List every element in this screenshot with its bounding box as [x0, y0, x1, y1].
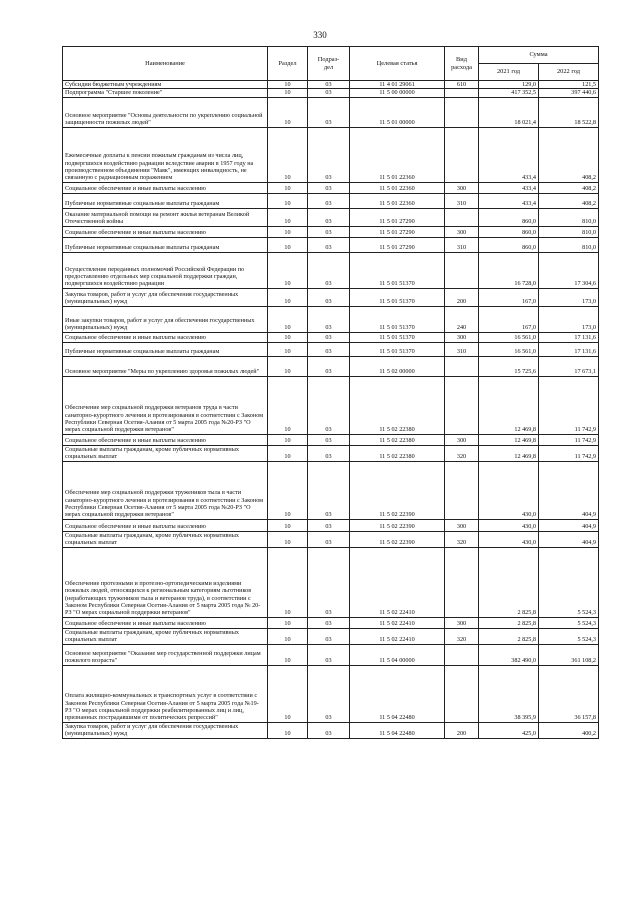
row-section: 10: [268, 89, 308, 97]
row-sum-2022: 400,2: [539, 722, 599, 738]
row-section: 10: [268, 288, 308, 306]
row-name: Ежемесячные доплаты к пенсии пожилым гражданам из числа лиц, подвергшихся воздействию радиации вследствие аварии в 1957 году на производственном объединении "Маяк", имеющих инвалидность, не связанную с радиационным поражением: [63, 127, 268, 182]
header-sum: Сумма: [479, 47, 599, 64]
row-target: 11 5 02 22410: [350, 617, 445, 628]
table-row: [63, 182, 599, 193]
header-name: Наименование: [63, 47, 268, 81]
row-kind: 320: [445, 445, 479, 461]
row-target: 11 5 02 22390: [350, 531, 445, 547]
row-sum-2022: 5 524,3: [539, 617, 599, 628]
row-subsection: 03: [308, 288, 350, 306]
row-subsection: 03: [308, 306, 350, 332]
row-section: 10: [268, 376, 308, 434]
row-sum-2021: 16 561,0: [479, 342, 539, 356]
row-target: 11 5 02 00000: [350, 356, 445, 376]
table-row: [63, 617, 599, 628]
row-section: 10: [268, 193, 308, 208]
row-name: Социальные выплаты гражданам, кроме публичных нормативных социальных выплат: [63, 445, 268, 461]
row-subsection: 03: [308, 519, 350, 531]
row-sum-2022: 36 157,8: [539, 665, 599, 722]
row-subsection: 03: [308, 332, 350, 342]
row-section: 10: [268, 342, 308, 356]
row-sum-2022: 404,9: [539, 519, 599, 531]
row-sum-2021: 417 352,5: [479, 89, 539, 97]
row-target: 11 5 04 00000: [350, 644, 445, 665]
row-subsection: 03: [308, 617, 350, 628]
row-section: 10: [268, 644, 308, 665]
row-subsection: 03: [308, 434, 350, 445]
row-target: 11 5 04 22480: [350, 722, 445, 738]
row-kind: [445, 665, 479, 722]
row-sum-2022: 17 673,1: [539, 356, 599, 376]
row-target: 11 5 02 22380: [350, 376, 445, 434]
row-name: Обеспечение мер социальной поддержки тружеников тыла в части санаторно-курортного лечения и протезирования в соответствии с Законом Республики Северная Осетия-Алания от 5 марта 2005 года №20-РЗ "О мерах социальной поддержки ветеранов": [63, 461, 268, 519]
row-sum-2021: 425,0: [479, 722, 539, 738]
table-row: [63, 252, 599, 288]
row-sum-2022: 5 524,3: [539, 547, 599, 617]
row-target: 11 5 01 51370: [350, 342, 445, 356]
row-sum-2022: 11 742,9: [539, 445, 599, 461]
row-sum-2022: 397 440,6: [539, 89, 599, 97]
table-row: [63, 97, 599, 127]
row-sum-2021: 382 490,0: [479, 644, 539, 665]
row-kind: [445, 356, 479, 376]
row-sum-2022: 361 108,2: [539, 644, 599, 665]
row-target: 11 5 01 27290: [350, 226, 445, 237]
row-kind: [445, 252, 479, 288]
row-sum-2021: 18 021,4: [479, 97, 539, 127]
row-subsection: 03: [308, 644, 350, 665]
row-sum-2022: 408,2: [539, 193, 599, 208]
row-sum-2021: 433,4: [479, 127, 539, 182]
row-target: 11 5 00 00000: [350, 89, 445, 97]
table-row: [63, 628, 599, 644]
row-section: 10: [268, 127, 308, 182]
row-kind: [445, 89, 479, 97]
row-kind: 310: [445, 342, 479, 356]
row-kind: [445, 461, 479, 519]
row-target: 11 4 01 29061: [350, 81, 445, 89]
page-number: 330: [313, 30, 327, 40]
table-row: [63, 519, 599, 531]
row-subsection: 03: [308, 97, 350, 127]
row-subsection: 03: [308, 81, 350, 89]
row-sum-2022: 408,2: [539, 182, 599, 193]
header-target: Целевая статья: [350, 47, 445, 81]
row-sum-2021: 430,0: [479, 461, 539, 519]
row-sum-2021: 129,0: [479, 81, 539, 89]
table-row: [63, 89, 599, 97]
table-row: [63, 461, 599, 519]
row-section: 10: [268, 97, 308, 127]
row-sum-2022: 17 304,6: [539, 252, 599, 288]
table-row: [63, 81, 599, 89]
row-target: 11 5 02 22410: [350, 547, 445, 617]
row-target: 11 5 01 22360: [350, 127, 445, 182]
row-subsection: 03: [308, 193, 350, 208]
table-row: [63, 434, 599, 445]
row-name: Закупка товаров, работ и услуг для обеспечения государственных (муниципальных) нужд: [63, 288, 268, 306]
row-sum-2021: 2 825,8: [479, 547, 539, 617]
row-name: Публичные нормативные социальные выплаты гражданам: [63, 193, 268, 208]
row-subsection: 03: [308, 89, 350, 97]
row-kind: 300: [445, 434, 479, 445]
row-sum-2021: 430,0: [479, 519, 539, 531]
table-row: [63, 208, 599, 226]
table-row: [63, 356, 599, 376]
row-subsection: 03: [308, 208, 350, 226]
row-section: 10: [268, 445, 308, 461]
row-name: Публичные нормативные социальные выплаты гражданам: [63, 237, 268, 252]
budget-table: [62, 46, 599, 739]
row-name: Иные закупки товаров, работ и услуг для обеспечения государственных (муниципальных) нужд: [63, 306, 268, 332]
row-name: Публичные нормативные социальные выплаты гражданам: [63, 342, 268, 356]
table-row: [63, 306, 599, 332]
row-target: 11 5 02 22380: [350, 445, 445, 461]
row-kind: 200: [445, 288, 479, 306]
row-section: 10: [268, 226, 308, 237]
row-subsection: 03: [308, 356, 350, 376]
row-sum-2021: 860,0: [479, 226, 539, 237]
row-section: 10: [268, 434, 308, 445]
row-kind: 300: [445, 519, 479, 531]
row-subsection: 03: [308, 342, 350, 356]
row-name: Субсидии бюджетным учреждениям: [63, 81, 268, 89]
table-row: [63, 237, 599, 252]
row-name: Основное мероприятие "Меры по укреплению здоровья пожилых людей": [63, 356, 268, 376]
row-sum-2022: 5 524,3: [539, 628, 599, 644]
header-subsection: Подраз- дел: [308, 47, 350, 81]
row-sum-2021: 12 469,8: [479, 376, 539, 434]
row-name: Социальные выплаты гражданам, кроме публичных нормативных социальных выплат: [63, 628, 268, 644]
row-name: Обеспечение мер социальной поддержки ветеранов труда в части санаторно-курортного лечения и протезирования в соответствии с Законом Республики Северная Осетия-Алания от 5 марта 2005 года №20-РЗ "О мерах социальной поддержки ветеранов": [63, 376, 268, 434]
row-kind: 320: [445, 628, 479, 644]
row-target: 11 5 01 22360: [350, 182, 445, 193]
row-name: Социальные выплаты гражданам, кроме публичных нормативных социальных выплат: [63, 531, 268, 547]
table-row: [63, 722, 599, 738]
row-kind: [445, 208, 479, 226]
row-section: 10: [268, 356, 308, 376]
row-kind: [445, 547, 479, 617]
row-target: 11 5 04 22480: [350, 665, 445, 722]
header-kind: Вид расхода: [445, 47, 479, 81]
row-subsection: 03: [308, 182, 350, 193]
row-subsection: 03: [308, 722, 350, 738]
row-target: 11 5 02 22390: [350, 519, 445, 531]
row-sum-2021: 433,4: [479, 193, 539, 208]
row-section: 10: [268, 332, 308, 342]
table-row: [63, 342, 599, 356]
table-row: [63, 665, 599, 722]
row-subsection: 03: [308, 252, 350, 288]
row-kind: 300: [445, 182, 479, 193]
table-row: [63, 288, 599, 306]
row-sum-2022: 810,0: [539, 208, 599, 226]
table-header: [63, 47, 599, 81]
row-sum-2022: 404,9: [539, 531, 599, 547]
row-sum-2022: 404,9: [539, 461, 599, 519]
row-sum-2022: 17 131,6: [539, 332, 599, 342]
row-kind: 240: [445, 306, 479, 332]
row-kind: [445, 97, 479, 127]
row-target: 11 5 02 22380: [350, 434, 445, 445]
row-target: 11 5 01 00000: [350, 97, 445, 127]
row-sum-2021: 15 725,6: [479, 356, 539, 376]
row-subsection: 03: [308, 665, 350, 722]
row-section: 10: [268, 208, 308, 226]
row-name: Подпрограмма "Старшее поколение": [63, 89, 268, 97]
table-row: [63, 547, 599, 617]
row-section: 10: [268, 81, 308, 89]
row-name: Социальное обеспечение и иные выплаты населению: [63, 434, 268, 445]
row-section: 10: [268, 252, 308, 288]
row-subsection: 03: [308, 461, 350, 519]
table-row: [63, 644, 599, 665]
row-sum-2021: 860,0: [479, 237, 539, 252]
row-name: Оказание материальной помощи на ремонт жилья ветеранам Великой Отечественной войны: [63, 208, 268, 226]
row-name: Социальное обеспечение и иные выплаты населению: [63, 617, 268, 628]
row-sum-2022: 408,2: [539, 127, 599, 182]
row-subsection: 03: [308, 237, 350, 252]
row-kind: [445, 376, 479, 434]
row-sum-2021: 12 469,8: [479, 445, 539, 461]
row-name: Закупка товаров, работ и услуг для обеспечения государственных (муниципальных) нужд: [63, 722, 268, 738]
table-body: [63, 81, 599, 739]
row-sum-2022: 121,5: [539, 81, 599, 89]
row-kind: 320: [445, 531, 479, 547]
table-row: [63, 332, 599, 342]
table-row: [63, 226, 599, 237]
row-sum-2022: 173,0: [539, 306, 599, 332]
row-target: 11 5 01 27290: [350, 237, 445, 252]
row-section: 10: [268, 547, 308, 617]
row-name: Социальное обеспечение и иные выплаты населению: [63, 519, 268, 531]
row-kind: 310: [445, 237, 479, 252]
row-sum-2022: 17 131,6: [539, 342, 599, 356]
row-subsection: 03: [308, 376, 350, 434]
row-name: Социальное обеспечение и иные выплаты населению: [63, 226, 268, 237]
row-sum-2021: 16 561,0: [479, 332, 539, 342]
row-kind: 300: [445, 332, 479, 342]
row-section: 10: [268, 237, 308, 252]
row-target: 11 5 01 51370: [350, 288, 445, 306]
row-target: 11 5 01 51370: [350, 306, 445, 332]
row-kind: 200: [445, 722, 479, 738]
row-sum-2021: 860,0: [479, 208, 539, 226]
table-row: [63, 445, 599, 461]
table-row: [63, 193, 599, 208]
row-section: 10: [268, 665, 308, 722]
row-target: 11 5 01 27290: [350, 208, 445, 226]
row-subsection: 03: [308, 531, 350, 547]
row-target: 11 5 02 22410: [350, 628, 445, 644]
row-sum-2022: 11 742,9: [539, 376, 599, 434]
row-name: Оплата жилищно-коммунальных и транспортных услуг в соответствии с Законом Республики Северная Осетия-Алания от 5 марта 2005 года №19-РЗ "О мерах социальной поддержки реабилитированных лиц и лиц, признанных пострадавшими от политических репрессий": [63, 665, 268, 722]
header-year-2021: 2021 год: [479, 64, 539, 81]
row-target: 11 5 02 22390: [350, 461, 445, 519]
header-section: Раздел: [268, 47, 308, 81]
row-target: 11 5 01 51370: [350, 252, 445, 288]
row-kind: 310: [445, 193, 479, 208]
row-section: 10: [268, 722, 308, 738]
row-sum-2021: 433,4: [479, 182, 539, 193]
row-sum-2021: 12 469,8: [479, 434, 539, 445]
row-sum-2022: 11 742,9: [539, 434, 599, 445]
row-subsection: 03: [308, 445, 350, 461]
row-section: 10: [268, 617, 308, 628]
row-target: 11 5 01 51370: [350, 332, 445, 342]
row-target: 11 5 01 22360: [350, 193, 445, 208]
row-sum-2021: 167,0: [479, 288, 539, 306]
row-subsection: 03: [308, 628, 350, 644]
row-sum-2021: 430,0: [479, 531, 539, 547]
row-sum-2022: 18 522,8: [539, 97, 599, 127]
row-kind: [445, 644, 479, 665]
row-section: 10: [268, 531, 308, 547]
table-row: [63, 376, 599, 434]
row-name: Социальное обеспечение и иные выплаты населению: [63, 182, 268, 193]
row-sum-2021: 167,0: [479, 306, 539, 332]
row-kind: 300: [445, 226, 479, 237]
row-subsection: 03: [308, 547, 350, 617]
row-sum-2022: 810,0: [539, 226, 599, 237]
row-name: Обеспечение протезными и протезно-ортопедическими изделиями пожилых людей, относящихся к региональным категориям льготников (неработающих тружеников тыла и ветеранов труда), в соответствии с Законом Республики Северная Осетия-Алания от 5 марта 2005 года № 20-РЗ "О мерах социальной поддержки ветеранов": [63, 547, 268, 617]
row-name: Основное мероприятие "Оказание мер государственной поддержки лицам пожилого возраста": [63, 644, 268, 665]
row-sum-2022: 810,0: [539, 237, 599, 252]
row-sum-2021: 16 728,0: [479, 252, 539, 288]
row-section: 10: [268, 519, 308, 531]
row-kind: [445, 127, 479, 182]
row-section: 10: [268, 182, 308, 193]
row-subsection: 03: [308, 226, 350, 237]
header-year-2022: 2022 год: [539, 64, 599, 81]
row-name: Осуществление переданных полномочий Российской Федерации по предоставлению отдельных мер социальной поддержки граждан, подвергшихся воздействию радиации: [63, 252, 268, 288]
row-kind: 610: [445, 81, 479, 89]
row-section: 10: [268, 306, 308, 332]
table-row: [63, 127, 599, 182]
row-sum-2021: 2 825,8: [479, 617, 539, 628]
row-name: Основное мероприятие "Основы деятельности по укреплению социальной защищенности пожилых людей": [63, 97, 268, 127]
table-row: [63, 531, 599, 547]
row-sum-2021: 38 395,9: [479, 665, 539, 722]
row-section: 10: [268, 461, 308, 519]
row-subsection: 03: [308, 127, 350, 182]
row-sum-2021: 2 825,8: [479, 628, 539, 644]
row-section: 10: [268, 628, 308, 644]
row-name: Социальное обеспечение и иные выплаты населению: [63, 332, 268, 342]
row-sum-2022: 173,0: [539, 288, 599, 306]
row-kind: 300: [445, 617, 479, 628]
